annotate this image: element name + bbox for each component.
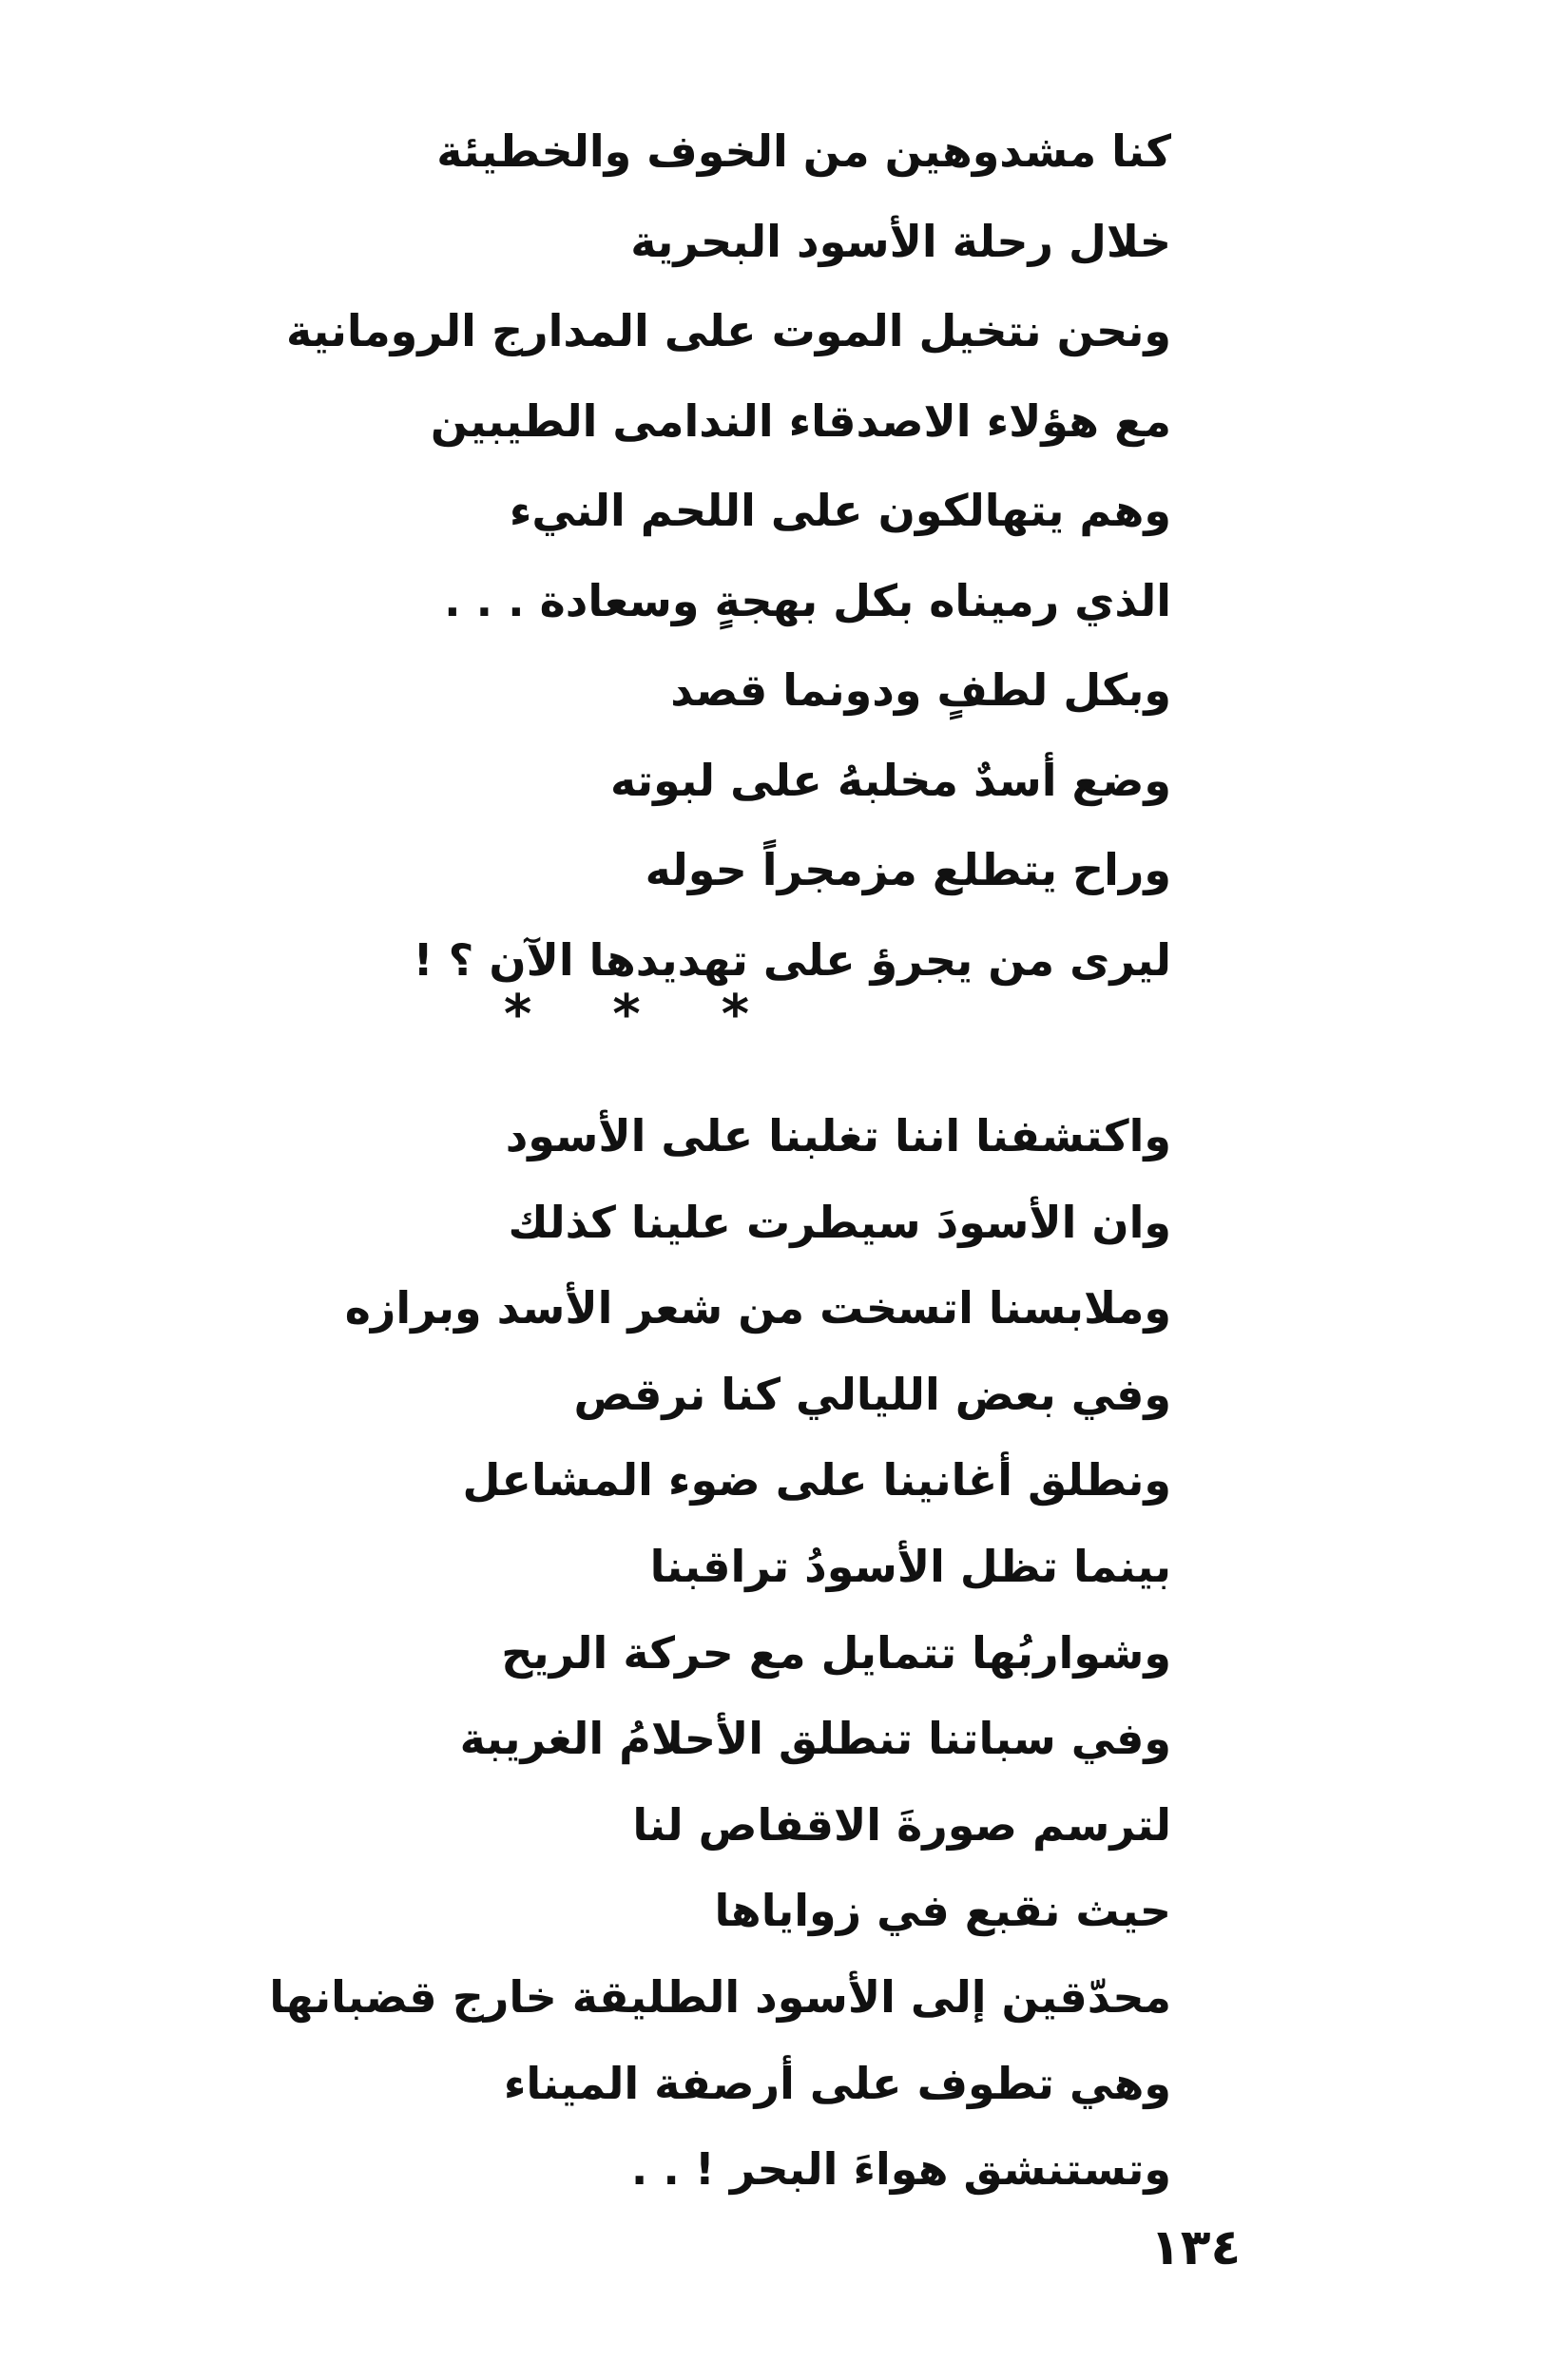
poem-line: حيث نقبع في زواياها bbox=[714, 1885, 1171, 1937]
poem-line: ونطلق أغانينا على ضوء المشاعل bbox=[462, 1454, 1171, 1507]
poem-stanza-1 bbox=[286, 106, 1171, 1005]
poem-line: بينما تظل الأسودُ تراقبنا bbox=[649, 1540, 1171, 1592]
poem-line: وملابسنا اتسخت من شعر الأسد وبرازه bbox=[344, 1282, 1171, 1334]
poem-line: وشواربُها تتمايل مع حركة الريح bbox=[501, 1626, 1171, 1679]
poem-line: محدّقين إلى الأسود الطليقة خارج قضبانها bbox=[269, 1970, 1171, 2023]
stanza-separator bbox=[504, 984, 749, 1046]
asterisk-icon: * bbox=[504, 984, 532, 1046]
poem-line: خلال رحلة الأسود البحرية bbox=[630, 215, 1171, 267]
poem-line: وبكل لطفٍ ودونما قصد bbox=[670, 664, 1171, 716]
poem-line: وهم يتهالكون على اللحم النيء bbox=[509, 485, 1171, 536]
asterisk-icon: * bbox=[612, 984, 641, 1046]
poem-line: وفي سباتنا تنطلق الأحلامُ الغريبة bbox=[459, 1713, 1171, 1765]
poem-line: الذي رميناه بكل بهجةٍ وسعادة . . . bbox=[444, 574, 1171, 626]
poem-line: وهي تطوف على أرصفة الميناء bbox=[503, 2057, 1171, 2109]
poem-line: وان الأسودَ سيطرت علينا كذلك bbox=[508, 1196, 1171, 1248]
poem-line: وفي بعض الليالي كنا نرقص bbox=[573, 1368, 1171, 1420]
page-number: ١٣٤ bbox=[1150, 2219, 1242, 2276]
poem-line: واكتشفنا اننا تغلبنا على الأسود bbox=[505, 1110, 1171, 1161]
asterisk-icon: * bbox=[721, 984, 750, 1046]
poem-line: وتستنشق هواءَ البحر ! . . bbox=[630, 2143, 1171, 2196]
poem-line: ونحن نتخيل الموت على المدارج الرومانية bbox=[285, 305, 1171, 356]
poem-line: ليرى من يجرؤ على تهديدها الآن ؟ ! bbox=[413, 933, 1171, 986]
poem-line: مع هؤلاء الاصدقاء الندامى الطيبين bbox=[430, 394, 1171, 447]
poem-line: كنا مشدوهين من الخوف والخطيئة bbox=[436, 125, 1171, 177]
poem-line: وضع أسدٌ مخلبهُ على لبوته bbox=[610, 754, 1171, 806]
poem-line: وراح يتطلع مزمجراً حوله bbox=[645, 844, 1171, 895]
poem-line: لترسم صورةَ الاقفاص لنا bbox=[632, 1798, 1171, 1851]
poem-stanza-2 bbox=[269, 1093, 1171, 2213]
